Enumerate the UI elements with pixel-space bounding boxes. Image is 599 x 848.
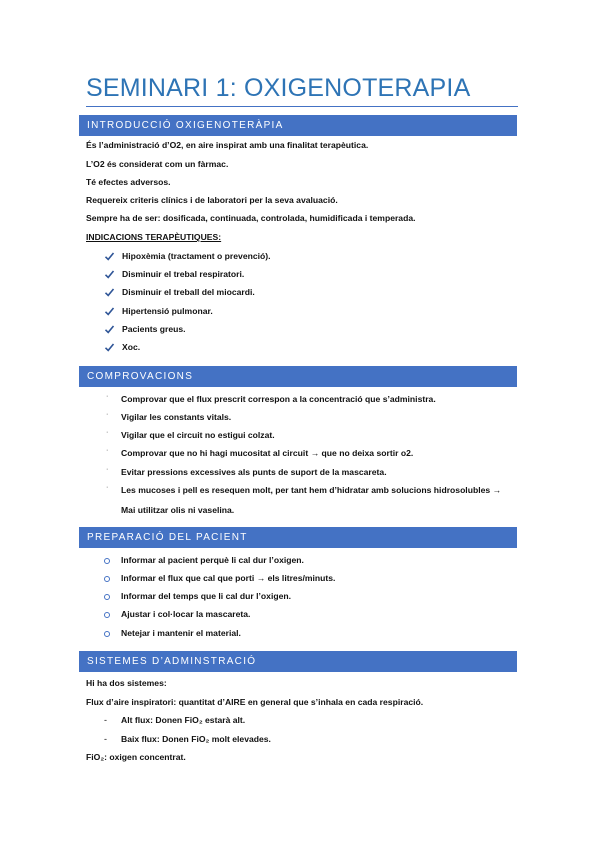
circle-bullet-icon — [104, 631, 110, 637]
title-underline — [86, 106, 518, 107]
flow-item: Alt flux: Donen FiO₂ estarà alt. — [121, 715, 246, 725]
check-item: Vigilar que el circuit no estigui colzat. — [121, 430, 275, 440]
intro-line: Sempre ha de ser: dosificada, continuada, controlada, humidificada i temperada. — [86, 213, 416, 223]
indication-item: Disminuir el trebal respiratori. — [122, 269, 245, 279]
preparation-item: Ajustar i col·locar la mascareta. — [121, 609, 251, 619]
section-heading-preparacio: PREPARACIÓ DEL PACIENT — [79, 527, 517, 548]
circle-bullet-icon — [104, 558, 110, 564]
check-item: Comprovar que el flux prescrit correspon a la concentració que s’administra. — [121, 394, 436, 404]
fio2-definition: FiO₂: oxigen concentrat. — [86, 752, 186, 762]
intro-line: Requereix criteris clínics i de laboratori per la seva avaluació. — [86, 195, 338, 205]
bullet-dot-icon: · — [106, 429, 109, 436]
checkmark-icon — [104, 269, 115, 280]
check-item: Comprovar que no hi hagi mucositat al circuit → que no deixa sortir o2. — [121, 448, 414, 458]
section-heading-intro: INTRODUCCIÓ OXIGENOTERÀPIA — [79, 115, 517, 136]
systems-line: Hi ha dos sistemes: — [86, 678, 167, 688]
page-title: SEMINARI 1: OXIGENOTERAPIA — [86, 74, 471, 102]
circle-bullet-icon — [104, 612, 110, 618]
indication-item: Disminuir el treball del miocardi. — [122, 287, 255, 297]
check-item: Evitar pressions excessives als punts de suport de la mascareta. — [121, 467, 387, 477]
checkmark-icon — [104, 342, 115, 353]
section-heading-sistemes: SISTEMES D’ADMINSTRACIÓ — [79, 651, 517, 672]
bullet-dot-icon: · — [106, 393, 109, 400]
circle-bullet-icon — [104, 594, 110, 600]
bullet-dot-icon: · — [106, 447, 109, 454]
dash-bullet-icon: - — [104, 715, 107, 725]
intro-line: És l’administració d’O2, en aire inspirat amb una finalitat terapèutica. — [86, 140, 369, 150]
preparation-item: Informar del temps que li cal dur l’oxigen. — [121, 591, 291, 601]
section-heading-comprovacions: COMPROVACIONS — [79, 366, 517, 387]
bullet-dot-icon: · — [106, 466, 109, 473]
check-item: Les mucoses i pell es resequen molt, per tant hem d’hidratar amb solucions hidrosolubles → — [121, 485, 502, 495]
indication-item: Xoc. — [122, 342, 141, 352]
preparation-item: Netejar i mantenir el material. — [121, 628, 241, 638]
checkmark-icon — [104, 251, 115, 262]
intro-line: Té efectes adversos. — [86, 177, 171, 187]
checkmark-icon — [104, 306, 115, 317]
dash-bullet-icon: - — [104, 734, 107, 744]
indications-subheading: INDICACIONS TERAPÈUTIQUES: — [86, 232, 222, 242]
check-item-continuation: Mai utilitzar olis ni vaselina. — [121, 505, 235, 515]
preparation-item: Informar el flux que cal que porti → els litres/minuts. — [121, 573, 336, 583]
indication-item: Pacients greus. — [122, 324, 186, 334]
intro-line: L’O2 és considerat com un fàrmac. — [86, 159, 229, 169]
indication-item: Hipoxèmia (tractament o prevenció). — [122, 251, 271, 261]
preparation-item: Informar al pacient perquè li cal dur l’oxigen. — [121, 555, 304, 565]
circle-bullet-icon — [104, 576, 110, 582]
bullet-dot-icon: · — [106, 411, 109, 418]
checkmark-icon — [104, 287, 115, 298]
indication-item: Hipertensió pulmonar. — [122, 306, 213, 316]
systems-line: Flux d’aire inspiratori: quantitat d’AIRE en general que s’inhala en cada respiració. — [86, 697, 424, 707]
checkmark-icon — [104, 324, 115, 335]
check-item: Vigilar les constants vitals. — [121, 412, 232, 422]
bullet-dot-icon: · — [106, 484, 109, 491]
flow-item: Baix flux: Donen FiO₂ molt elevades. — [121, 734, 271, 744]
